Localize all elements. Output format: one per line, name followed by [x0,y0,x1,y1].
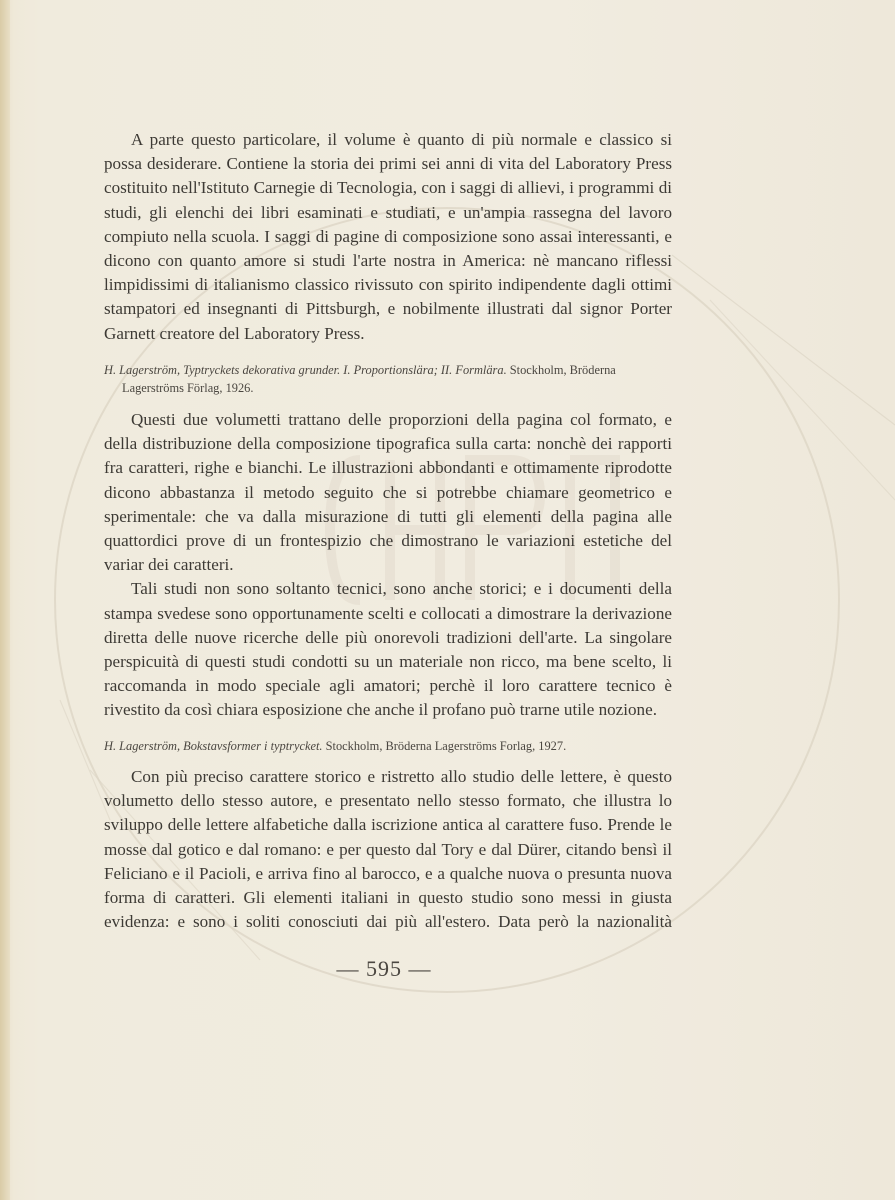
body-paragraph: A parte questo particolare, il volume è quanto di più normale e classico si possa desiderare. Contiene la storia dei primi sei anni di vita del Laboratory Press costituito nell'Istituto Carnegie di Tecnologia, con i saggi di allievi, i programmi di studi, gli elenchi dei libri esaminati e studiati, e un'ampia rassegna del lavoro compiuto nella scuola. I saggi di pagine di composizione sono assai interessanti, e dicono con quanto amore si studi l'arte nostra in America: nè mancano riflessi limpidissimi di italianismo classico rivissuto con spirito indipendente dagli ottimi stampatori ed insegnanti di Pittsburgh, e nobilmente illustrati dal signor Porter Garnett creatore del Laboratory Press. [104,130,672,343]
body-paragraph: Questi due volumetti trattano delle proporzioni della pagina col formato, e della distribuzione della composizione tipografica sulla carta: nonchè dei rapporti fra caratteri, righe e bianchi. Le illustrazioni abbondanti e ottimamente riprodotte dicono abbastanza il metodo seguito che si potrebbe chiamare geometrico e sperimentale: che va dalla misurazione di tutti gli elementi della pagina alle quattordici prove di un frontespizio che dimostrano le variazioni estetiche del variar dei caratteri. [104,410,672,575]
bibliography-entry-1 [104,361,672,397]
bibliography-line [104,737,672,755]
bibliography-publisher: Stockholm, Bröderna Lagerströms Forlag, 1927. [322,739,567,753]
body-paragraph: Con più preciso carattere storico e ristretto allo studio delle lettere, è questo volumetto dello stesso autore, e presentato nello stesso formato, che illustra lo sviluppo delle lettere alfabetiche dalla iscrizione antica al carattere fuso. Prende le mosse dal gotico e dal romano: e per questo dal Tory e dal Dürer, citando bensì il Feliciano e il Pacioli, e arriva fino al barocco, e a qualche nuova o presunta nuova forma di caratteri. Gli elementi italiani in questo studio sono messi in giusta evidenza: e sono i soliti conosciuti dai più all'estero. Data però la nazionalità [104,767,672,932]
page-number: — 595 — [336,956,432,981]
bibliography-entry-2 [104,737,672,755]
body-paragraph: Tali studi non sono soltanto tecnici, sono anche storici; e i documenti della stampa svedese sono opportunamente scelti e collocati a dimostrare la derivazione diretta delle nuove ricerche delle più onorevoli tradizioni dell'arte. La singolare perspicuità di questi studi condotti su un materiale non ricco, ma bene scelto, li raccomanda in modo speciale agli amatori; perchè il loro carattere tecnico è rivestito da così chiara esposizione che anche il profano può trarne utile nozione. [104,579,672,720]
paragraph-group-2 [104,408,672,723]
paragraph-group-3 [104,765,672,934]
bibliography-title: H. Lagerström, Typtryckets dekorativa grunder. I. Proportionslära; II. Formlära. [104,363,507,377]
bibliography-publisher: Stockholm, Bröderna Lagerströms Förlag, 1926. [122,363,616,395]
paragraph-group-1 [104,128,672,346]
bibliography-line [104,361,672,397]
bibliography-title: H. Lagerström, Bokstavsformer i typtrycket. [104,739,323,753]
